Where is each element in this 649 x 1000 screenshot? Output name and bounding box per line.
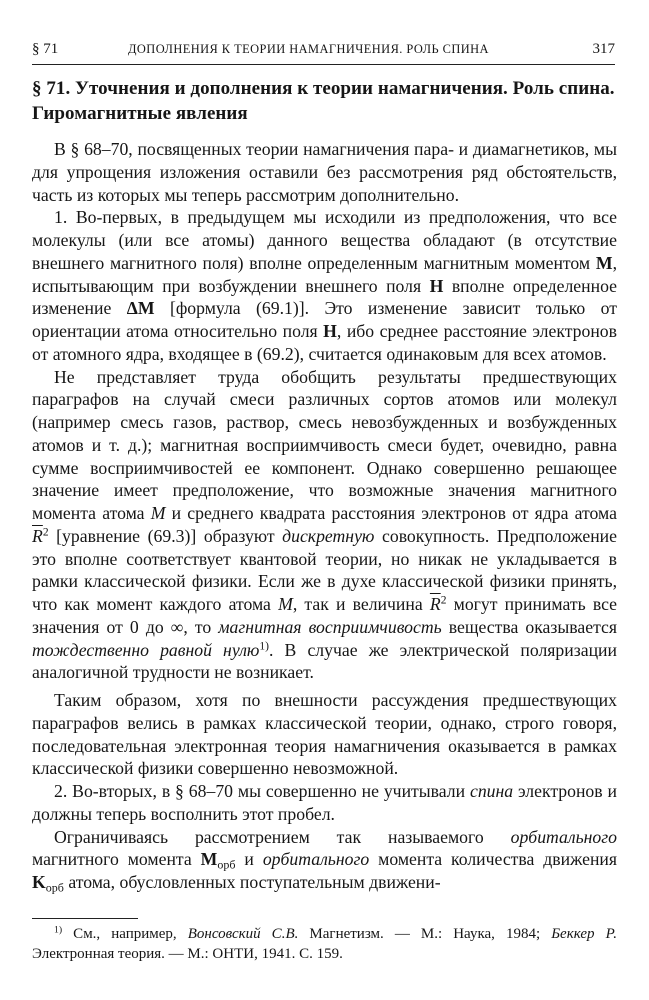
text-run: [уравнение (69.3)] образуют	[48, 525, 283, 546]
running-head	[32, 40, 615, 58]
superscript: 2	[440, 594, 447, 607]
text-run: и среднего квадрата расстояния электронов от ядра атома	[165, 503, 617, 523]
running-head-title: ДОПОЛНЕНИЯ К ТЕОРИИ НАМАГНИЧЕНИЯ. РОЛЬ СПИНА	[128, 42, 489, 56]
vector-K: K	[32, 872, 46, 892]
text-run: , испытывающим при возбуждении внешнего поля	[32, 252, 617, 296]
subscript-orb: орб	[45, 880, 64, 895]
vector-H: H	[323, 321, 337, 341]
mean-R-squared: $\overline{R}$	[32, 525, 43, 546]
paragraph-1: В § 68–70, посвященных теории намагничения пара- и диамагнетиков, мы для упрощения изложения оставили без рассмотрения ряд обстоятельств, часть из которых мы теперь рассмотрим дополнительно.	[32, 139, 617, 205]
section-title: § 71. Уточнения и дополнения к теории намагничения. Роль спина. Гиромагнитные явления	[32, 78, 615, 124]
text-run: Магнетизм. — М.: Наука, 1984;	[298, 926, 552, 942]
text-run: , так и величина	[292, 594, 430, 614]
text-run: Электронная теория. — М.: ОНТИ, 1941. С. 159.	[32, 945, 343, 962]
text-run: Не представляет труда обобщить результаты предшествующих параграфов на случай смеси различных сортов атомов или молекул (например смесь газов, раствор, смесь невозбужденных и возбужденных атомов и т. д.); магнитная восприимчивость смеси будет, очевидно, равна сумме восприимчивостей ее компонент. Однако совершенно решающее значение имеет предположение, что возможные значения магнитного момента атома	[32, 366, 617, 523]
paragraph-2	[32, 206, 617, 365]
text-run: электронов и должны теперь восполнить этот пробел.	[32, 781, 617, 824]
author-name: Вонсовский С.В.	[187, 926, 299, 942]
text-run: Ограничиваясь рассмотрением так называемого	[54, 826, 511, 847]
superscript: 2	[42, 526, 49, 539]
paragraph-4: Таким образом, хотя по внешности рассуждения предшествующих параграфов велись в рамках классической теории, однако, строго говоря, последовательная электронная теория намагничения оказывается в рамках классической физики совершенно невозможной.	[32, 690, 617, 779]
text-run: и	[235, 849, 263, 870]
text-run: магнитного момента	[32, 849, 201, 870]
text-run: См., например,	[62, 926, 188, 942]
symbol-M: M	[278, 594, 293, 614]
text-run: , ибо среднее расстояние электронов от атомного ядра, входящее в (69.2), считается одинаковым для всех атомов.	[32, 321, 617, 364]
vector-M: M	[200, 849, 218, 870]
footnote-number: 1)	[54, 924, 63, 936]
author-name: Беккер Р.	[551, 926, 617, 942]
text-run: атома, обусловленных поступательным движени-	[63, 872, 441, 892]
vector-H: H	[429, 275, 444, 296]
emphasis-magnetic-susceptibility: магнитная восприимчивость	[218, 616, 442, 637]
footnote-marker: 1)	[259, 640, 269, 653]
header-rule	[32, 64, 615, 65]
text-run: вещества оказывается	[441, 616, 618, 637]
text-run: совокупность. Предположение это вполне соответствует квантовой теории, но никак не укладывается в рамки классической физики. Если же в духе классической физики принять, что как момент каждого атома	[32, 525, 617, 614]
footnote-rule	[32, 918, 138, 919]
paragraph-6	[32, 826, 617, 894]
text-run: . В случае же электрической поляризации аналогичной трудности не возникает.	[32, 639, 617, 683]
emphasis-spin: спина	[469, 781, 514, 801]
running-head-section: § 71	[32, 41, 59, 57]
emphasis-orbital: орбитального	[510, 826, 617, 847]
text-run: 1. Во-первых, в предыдущем мы исходили из предположения, что все молекулы (или все атомы) данного вещества обладают (в отсутствие внешнего магнитного поля) вполне определенным магнитным моментом	[32, 207, 617, 273]
delta-M: ΔM	[126, 298, 155, 319]
text-run: [формула (69.1)]. Это изменение зависит только от ориентации атома относительно поля	[32, 298, 617, 341]
vector-M: M	[595, 252, 613, 273]
emphasis-discrete: дискретную	[282, 525, 375, 546]
footnote	[32, 925, 617, 964]
body-text	[32, 138, 617, 894]
text-run: вполне определенное изменение	[32, 275, 617, 319]
text-run: могут принимать все значения от 0 до ∞, то	[32, 594, 617, 637]
symbol-M: M	[150, 503, 166, 523]
mean-R-squared: $\overline{R}$	[429, 594, 441, 614]
emphasis-identically-zero: тождественно равной нулю	[32, 639, 260, 660]
text-run: момента количества движения	[369, 849, 618, 870]
paragraph-3	[32, 366, 617, 685]
text-run: 2. Во-вторых, в § 68–70 мы совершенно не учитывали	[54, 781, 470, 801]
subscript-orb: орб	[217, 857, 236, 872]
page-number: 317	[592, 41, 615, 57]
paragraph-5	[32, 780, 617, 826]
emphasis-orbital: орбитального	[262, 849, 370, 870]
